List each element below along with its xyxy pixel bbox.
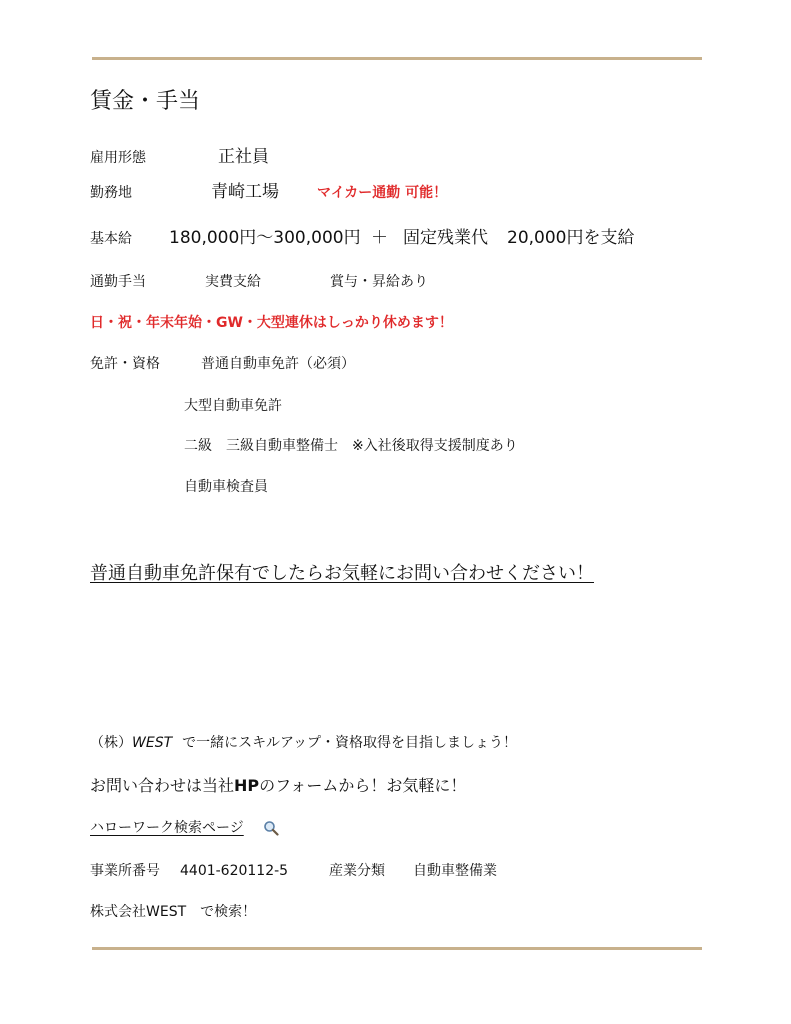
contact-hp: HP <box>234 776 260 795</box>
commute-value: 実費支給 <box>205 274 261 290</box>
call-to-action: 普通自動車免許保有でしたらお気軽にお問い合わせください！ <box>90 563 594 584</box>
bottom-divider <box>92 947 702 950</box>
industry-label: 産業分類 <box>329 863 385 879</box>
top-divider <box>92 57 702 60</box>
license-item: 普通自動車免許（必須） <box>201 356 355 372</box>
contact-message <box>90 776 466 795</box>
hellowork-search-link[interactable]: ハローワーク検索ページ <box>90 820 244 836</box>
company-suffix: で一緒にスキルアップ・資格取得を目指しましょう！ <box>182 735 518 751</box>
contact-suffix: のフォームから！お気軽に！ <box>259 776 467 795</box>
business-number-label: 事業所番号 <box>90 863 160 879</box>
salary-range: 180,000円～300,000円 <box>169 228 361 248</box>
search-icon[interactable] <box>263 820 279 836</box>
licenses-label: 免許・資格 <box>90 356 160 372</box>
license-item: 自動車検査員 <box>184 479 268 495</box>
page-title: 賃金・手当 <box>90 89 201 114</box>
industry-value: 自動車整備業 <box>413 863 497 879</box>
salary-label: 基本給 <box>90 231 132 247</box>
company-name: WEST <box>132 735 173 751</box>
contact-prefix: お問い合わせは当社 <box>90 776 235 795</box>
holidays-prefix: 日・祝・年末年始・ <box>90 315 216 331</box>
license-item: 二級 三級自動車整備士 ※入社後取得支援制度あり <box>184 438 518 454</box>
commute-label: 通勤手当 <box>90 274 146 290</box>
business-number-value: 4401-620112-5 <box>180 863 289 879</box>
fixed-overtime-label: 固定残業代 <box>403 228 488 248</box>
license-item: 大型自動車免許 <box>184 398 282 414</box>
commute-note: マイカー通勤 可能！ <box>317 185 448 201</box>
employment-value: 正社員 <box>218 147 269 167</box>
workplace-value: 青崎工場 <box>211 182 279 202</box>
fixed-overtime-value: 20,000円を支給 <box>507 228 635 248</box>
company-message <box>90 735 517 752</box>
salary-plus: ＋ <box>371 228 388 248</box>
bonus-text: 賞与・昇給あり <box>330 274 428 290</box>
holidays-text <box>90 315 453 332</box>
company-prefix: （株） <box>90 735 132 751</box>
holidays-suffix: ・大型連休はしっかり休めます！ <box>242 315 453 331</box>
workplace-label: 勤務地 <box>90 185 132 201</box>
search-hint: 株式会社WEST で検索！ <box>90 904 257 920</box>
holidays-gw: GW <box>216 315 243 331</box>
employment-label: 雇用形態 <box>90 150 146 166</box>
